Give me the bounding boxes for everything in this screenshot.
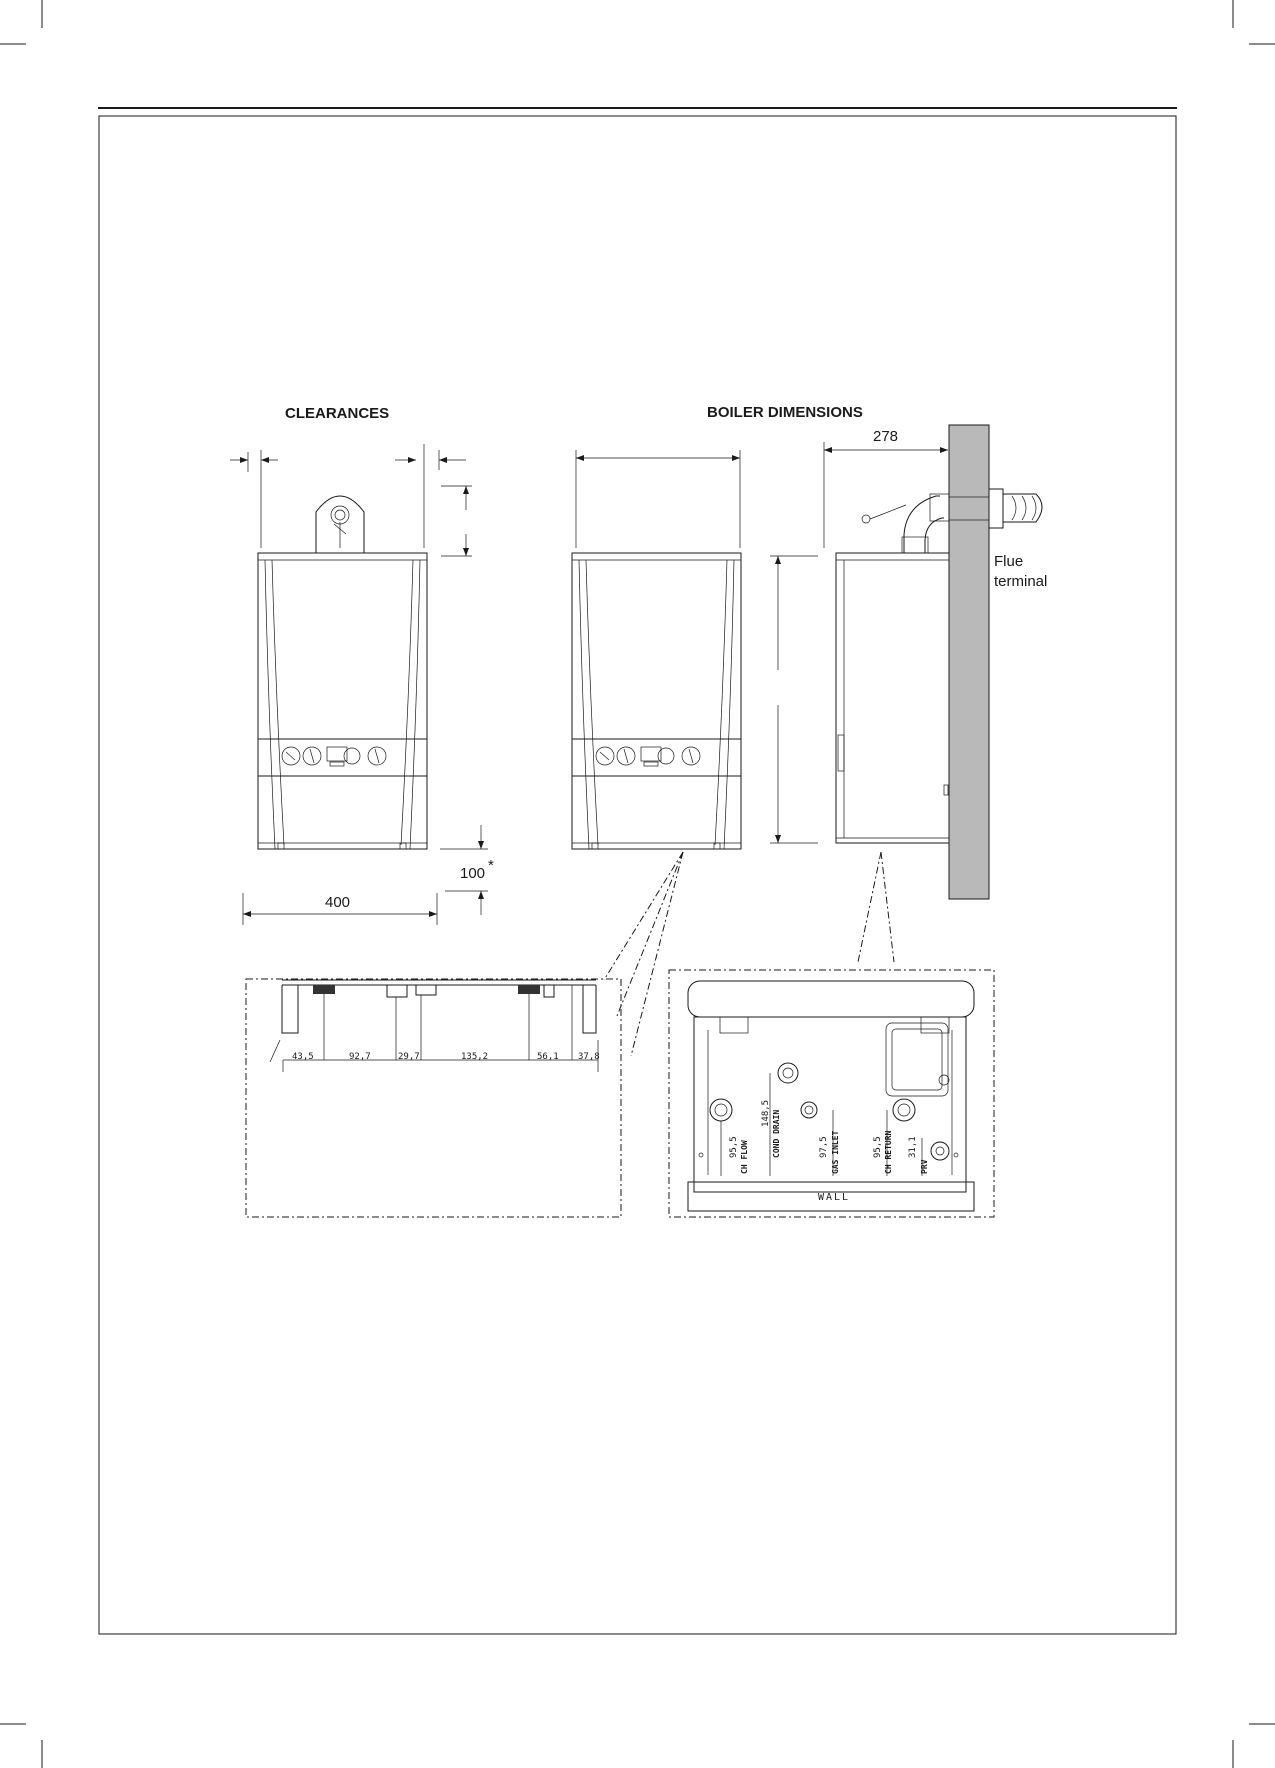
wall-label: WALL <box>818 1192 851 1203</box>
dim-bottom-clearance: 100 <box>460 865 486 882</box>
conn-gas-inlet-label: GAS INLET <box>831 1130 840 1174</box>
spacing-3: 29,7 <box>398 1052 420 1062</box>
spacing-2: 92,7 <box>349 1052 371 1062</box>
page-frame <box>98 108 1177 1634</box>
conn-ch-flow-offset: 95,5 <box>729 1136 739 1158</box>
conn-ch-return-label: CH RETURN <box>884 1130 893 1174</box>
dimensions-boiler-front <box>572 450 818 849</box>
conn-ch-flow-label: CH FLOW <box>740 1140 749 1174</box>
dimensions-boiler-side <box>824 425 1042 899</box>
spacing-6: 37,8 <box>578 1052 600 1062</box>
label-flue-terminal-line1: Flue <box>994 553 1024 570</box>
clearances-boiler-front <box>230 444 488 925</box>
conn-gas-inlet-offset: 97,5 <box>819 1136 829 1158</box>
spacing-1: 43,5 <box>292 1052 314 1062</box>
label-flue-terminal-line2: terminal <box>994 573 1048 590</box>
dim-depth-with-flue: 278 <box>873 428 899 445</box>
connections-detail <box>669 970 994 1217</box>
heading-clearances: CLEARANCES <box>285 405 390 422</box>
conn-cond-drain-label: COND DRAIN <box>772 1109 781 1158</box>
spacing-4: 135,2 <box>461 1052 489 1062</box>
dim-width: 400 <box>325 894 351 911</box>
conn-ch-return-offset: 95,5 <box>873 1136 883 1158</box>
conn-prv-label: PRV <box>920 1159 929 1174</box>
wall-section <box>949 425 989 899</box>
spacing-5: 56,1 <box>537 1052 559 1062</box>
callout-leaders <box>604 852 894 1056</box>
heading-boiler-dimensions: BOILER DIMENSIONS <box>707 404 863 421</box>
conn-cond-drain-offset: 148,5 <box>761 1099 771 1127</box>
conn-prv-offset: 31,1 <box>908 1136 918 1158</box>
dim-bottom-clearance-mark: * <box>488 857 494 874</box>
bottom-view-detail <box>246 979 621 1217</box>
